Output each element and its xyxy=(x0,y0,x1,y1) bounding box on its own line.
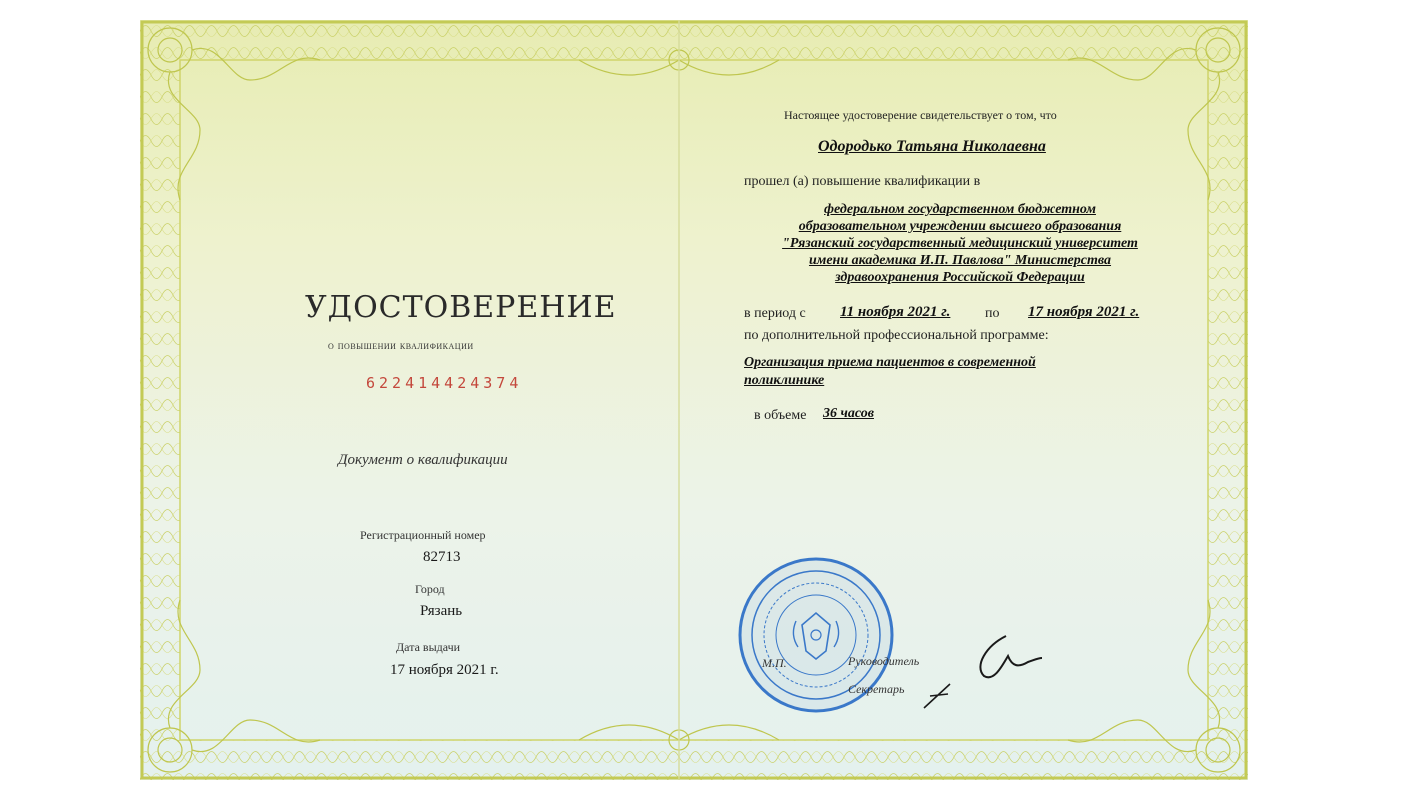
head-label: Руководитель xyxy=(848,654,920,668)
ornamental-frame xyxy=(140,20,1248,780)
intro-text: Настоящее удостоверение свидетельствует о том, что xyxy=(784,108,1057,122)
serial-number: 622414424374 xyxy=(366,374,523,392)
volume-value: 36 часов xyxy=(823,406,874,421)
seal-label: М.П. xyxy=(762,656,787,670)
city-label: Город xyxy=(415,582,445,596)
organization-line: федеральном государственном бюджетном xyxy=(824,202,1096,217)
page-fold xyxy=(678,20,680,780)
program-label: по дополнительной профессиональной программе: xyxy=(744,328,1049,343)
organization-block xyxy=(750,201,1170,286)
reg-number-label: Регистрационный номер xyxy=(360,528,486,542)
organization-line: "Рязанский государственный медицинский университет xyxy=(782,236,1138,251)
person-name: Одородько Татьяна Николаевна xyxy=(818,138,1046,155)
volume-label: в объеме xyxy=(754,408,807,423)
certificate-document xyxy=(140,20,1248,780)
secretary-label: Секретарь xyxy=(848,682,905,696)
organization-line: имени академика И.П. Павлова" Министерства xyxy=(808,253,1112,268)
document-type: Документ о квалификации xyxy=(338,452,508,468)
organization-line: здравоохранения Российской Федерации xyxy=(835,270,1085,285)
secretary-signature xyxy=(920,674,960,714)
city: Рязань xyxy=(420,603,463,619)
period-from-label: в период с xyxy=(744,306,806,321)
period-to-date: 17 ноября 2021 г. xyxy=(1028,304,1140,320)
head-signature xyxy=(966,626,1046,686)
issue-date-label: Дата выдачи xyxy=(396,640,461,654)
program-line: Организация приема пациентов в современной xyxy=(744,355,1036,370)
issue-date: 17 ноября 2021 г. xyxy=(390,662,499,678)
certificate-subtitle: о повышении квалификации xyxy=(328,338,474,352)
organization-line: образовательном учреждении высшего образования xyxy=(798,219,1122,234)
passed-text: прошел (а) повышение квалификации в xyxy=(744,174,981,189)
reg-number: 82713 xyxy=(423,549,461,565)
period-to-label: по xyxy=(985,306,1000,321)
program-line: поликлинике xyxy=(744,373,825,388)
period-from-date: 11 ноября 2021 г. xyxy=(840,304,951,320)
certificate-title: УДОСТОВЕРЕНИЕ xyxy=(305,290,617,325)
